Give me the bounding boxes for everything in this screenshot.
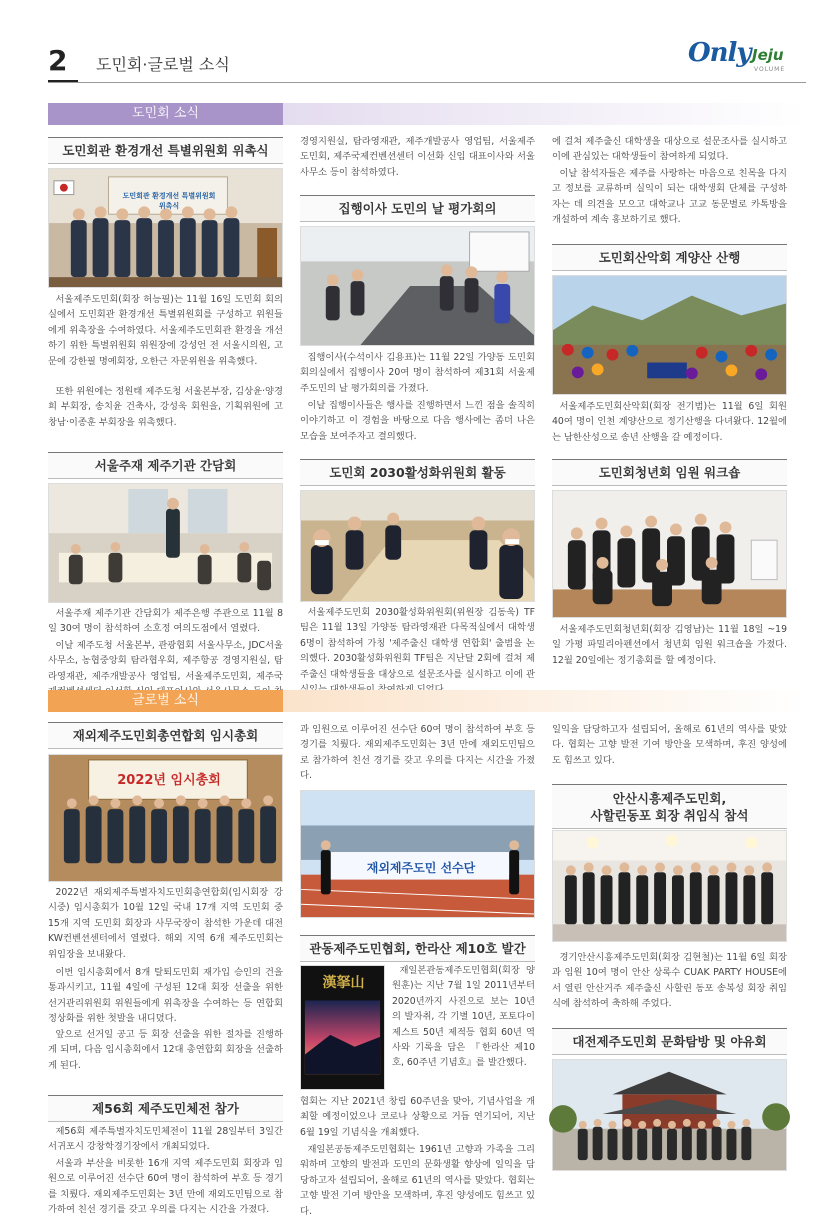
photo-committee-ceremony xyxy=(48,168,283,288)
logo-jeju-text: Jeju xyxy=(752,46,784,64)
agency-meeting-para-2-cont: 경영지원실, 탐라영재관, 제주개발공사 영업팀, 서울제주도민회, 제주국제컨벤션센터 이선화 신임 대표이사와 서울사무소 등이 참석하였다. xyxy=(300,136,535,178)
photo-youth-workshop xyxy=(552,490,787,618)
2030-committee-para-2: 이날 참석자들은 제주를 사랑하는 마음으로 친목을 다지고 정보를 교류하며 실익이 되는 대학생회 단체를 구성하자는 데 의견을 모으고 대학교나 고교 동문별로 카톡방을 개설하여 계속 홍보하기로 했다. xyxy=(552,168,787,226)
global-news-bar xyxy=(283,690,806,712)
logo-only-text: Only xyxy=(688,38,751,68)
article-title-hiking: 도민회산악회 계양산 산행 xyxy=(552,244,787,271)
kanto-publication-para-3-cont: 일익을 담당하고자 설립되어, 올해로 61년의 역사를 맞았다. 협회는 고향 발전 기여 방안을 모색하며, 후진 양성에도 힘쓰고 있다. xyxy=(552,724,787,766)
photo-banner-committee: 도민회관 환경개선 특별위원회 위촉식 xyxy=(122,192,216,210)
committee-para-1: 서울제주도민회(회장 허능필)는 11월 16일 도민회 회의실에서 도민회관 환경개선 특별위원회를 구성하고 위원들에게 위촉장을 수여하였다. 서울제주도민회관 환경을 개선하기 위한 특별위원회 위원장에 강성언 전 서울시의원, 고문에 강한필 명예회장, 오한근 자문위원을 위촉했다. xyxy=(48,294,283,367)
article-title-youth-workshop: 도민회청년회 임원 워크숍 xyxy=(552,459,787,486)
article-title-daejeon-trip: 대전제주도민회 문화탐방 및 야유회 xyxy=(552,1028,787,1055)
photo-hiking xyxy=(552,275,787,395)
2030-committee-para-1: 서울제주도민회 2030활성화위원회(위원장 김동욱) TF팀은 11월 13일 가양동 탐라영재관 다목적실에서 대학생 6명이 참석하여 가칭 '제주출신 대학생 연합회' 출범을 논의했다. 2030활성화위원회 TF팀은 지난달 2회에 걸쳐 제주출신 대학생들을 대상으로 설문조사를 실시하고 이에 관 xyxy=(300,607,535,680)
domin-news-band xyxy=(48,103,806,125)
article-title-2030-committee: 도민회 2030활성화위원회 활동 xyxy=(300,459,535,486)
hiking-para-1: 서울제주도민회산악회(회장 전기범)는 11월 6일 회원 40여 명이 인천 계양산으로 정기산행을 다녀왔다. 12월에는 남한산성으로 송년 산행을 갈 예정이다. xyxy=(552,401,787,443)
book-cover-title: 漢拏山 xyxy=(322,975,365,991)
photo-federation-meeting xyxy=(48,754,283,882)
federation-para-3: 앞으로 선거일 공고 등 회장 선출을 위한 절차를 진행하게 되며, 다음 임시총회에서 12대 총연합회 회장을 선출하게 된다. xyxy=(48,1029,283,1071)
domin-news-tab: 도민회 소식 xyxy=(48,103,283,125)
section-title: 도민회·글로벌 소식 xyxy=(96,55,230,74)
photo-book-cover xyxy=(300,965,385,1090)
youth-workshop-para-1: 서울제주도민회청년회(회장 김영남)는 11월 18일 ~19일 가평 파밀리아펜션에서 청년회 임원 워크숍을 가졌다. 12월 20일에는 정기총회를 할 예정이다. xyxy=(552,624,787,666)
article-title-sakhalin-line2: 사할린동포 회장 취임식 참석 xyxy=(590,808,749,823)
evaluation-para-1: 집행이사(수석이사 김용표)는 11월 22일 가양동 도민회 회의실에서 집행이사 20여 명이 참석하여 제31회 서울제주도민의 날 평가회의를 가졌다. xyxy=(300,352,535,394)
article-title-kanto-publication: 관동제주도민협회, 한라산 제10호 발간 xyxy=(300,935,535,962)
photo-evaluation-meeting xyxy=(300,226,535,346)
kanto-publication-para-2: 협회는 지난 2021년 창립 60주년을 맞아, 기념사업을 개최할 예정이었으나 코로나 상황으로 거듭 연기되어, 지난 6월 19일 기념식을 개최했다. xyxy=(300,1096,535,1138)
evaluation-para-2: 이날 집행이사들은 행사를 진행하면서 느낀 점을 솔직히 이야기하고 이 경험을 바탕으로 다음 행사에는 좀더 나은 모습을 보여주자고 결의했다. xyxy=(300,400,535,442)
photo-sakhalin-ceremony xyxy=(552,830,787,942)
header-rule xyxy=(48,82,806,83)
article-title-evaluation-meeting: 집행이사 도민의 날 평가회의 xyxy=(300,195,535,222)
agency-meeting-para-1: 서울주재 제주기관 간담회가 제주은행 주관으로 11월 8일 30여 명이 참석하여 소호정 여의도점에서 열렸다. xyxy=(48,608,283,635)
committee-para-2: 또한 위원에는 정원태 제주도청 서울본부장, 김상윤·양경희 부회장, 송치윤 건축사, 강성욱 회원을, 기획위원에 고창남·이종훈 부회장을 위촉했다. xyxy=(48,386,283,428)
kanto-publication-para-3: 재일본공동제주도민협회는 1961년 고향과 가족을 그리워하며 고향의 발전과 도민의 문화생활 향상에 일익을 담당하고자 설립되어, 올해로 61년의 역사를 맞았다. 협회는 고향 발전 기여 방안을 모색하며, 후진 양성에도 힘쓰고 있다. xyxy=(300,1144,535,1217)
global-news-tab: 글로벌 소식 xyxy=(48,690,283,712)
article-title-sakhalin xyxy=(552,784,787,829)
only-jeju-logo xyxy=(688,38,798,78)
sakhalin-para-1: 경기안산시흥제주도민회(회장 김현철)는 11월 6일 회장과 임원 10여 명이 안산 상록수 CUAK PARTY HOUSE에서 열린 안산거주 제주출신 사할린 동포 송복성 회장 취임식에 참석하여 축하해 주었다. xyxy=(552,952,787,1010)
sports-festival-para-2-cont: 과 임원으로 이루어진 선수단 60여 명이 참석하여 부호 등 경기를 치뤘다. 재외제주도민회는 3년 만에 재외도민팀으로 참가하여 친선 경기를 갖고 우의를 다지는 시간을 가졌다. xyxy=(300,724,535,782)
photo-banner-federation: 2022년 임시총회 xyxy=(117,773,221,788)
2030-committee-para-1-cont: 에 걸쳐 제주출신 대학생을 대상으로 설문조사를 실시하고 이에 관심있는 대학생들이 참여하게 되었다. xyxy=(552,136,787,163)
kanto-publication-para-1: 재일본관동제주도민협회(회장 양원훈)는 지난 7월 1일 2011년부터 2020년까지 사진으로 보는 10년의 발자취, 각 기별 10년, 포토다이제스트 50년 제적등 협회 60년 역사와 기록을 담은 『한라산 제10호, 60주년 기념호』를 발간했다. xyxy=(392,965,535,1069)
photo-banner-sports-team: 재외제주도민 선수단 xyxy=(366,861,476,875)
sports-festival-para-2: 서울과 부산을 비롯한 16개 지역 제주도민회 회장과 임원으로 이루어진 선수단 60여 명이 참석하여 부호 등 경기를 치뤘다. 재외제주도민회는 3년 만에 재외도민팀으로 참가하여 친선 경기를 갖고 우의를 다지는 시간을 가졌다. xyxy=(48,1158,283,1216)
page-number: 2 xyxy=(48,44,68,77)
photo-daejeon-trip xyxy=(552,1059,787,1171)
photo-agency-meeting xyxy=(48,483,283,603)
photo-2030-committee xyxy=(300,490,535,602)
article-title-sakhalin-line1: 안산시흥제주도민회, xyxy=(612,791,727,806)
domin-news-bar xyxy=(283,103,806,125)
article-title-agency-meeting: 서울주재 제주기관 간담회 xyxy=(48,452,283,479)
article-title-sports-festival: 제56회 제주도민체전 참가 xyxy=(48,1095,283,1122)
article-title-federation-meeting: 재외제주도민회총연합회 임시총회 xyxy=(48,722,283,749)
global-news-band xyxy=(48,690,806,712)
logo-sub-text: VOLUME xyxy=(754,66,786,73)
article-title-committee: 도민회관 환경개선 특별위원회 위촉식 xyxy=(48,137,283,164)
federation-para-2: 이번 임시총회에서 8개 탈퇴도민회 재가입 승인의 건을 통과시키고, 11월 4일에 구성된 12대 회장 선출을 위한 선거관리위원회 위원들에게 위촉장을 수여하는 등 연합회 정상화를 위한 첫발을 내디뎠다. xyxy=(48,967,283,1025)
sports-festival-para-1: 제56회 제주특별자치도민체전이 11월 28일부터 3일간 서귀포시 강창학경기장에서 개최되었다. xyxy=(48,1126,283,1153)
federation-para-1: 2022년 재외제주특별자치도민회총연합회(임시회장 강시중) 임시총회가 10월 12일 국내 17개 지역 도민회 중 15개 지역 도민회 회장과 사무국장이 참석한 가운데 대전 KW컨벤션센터에서 열렸다. 해외 지역 6개 제주도민회는 위임장을 보내왔다. xyxy=(48,887,283,960)
agency-meeting-para-2: 이날 제주도청 서울본부, 관광협회 서울사무소, JDC서울사무소, 농협중앙회 탐라협우회, 제주항공 경영지원실, 탐라영재관, 제주개발공사 영업팀, 서울제주도민회, 제주국 xyxy=(48,640,283,682)
photo-sports-team xyxy=(300,790,535,918)
